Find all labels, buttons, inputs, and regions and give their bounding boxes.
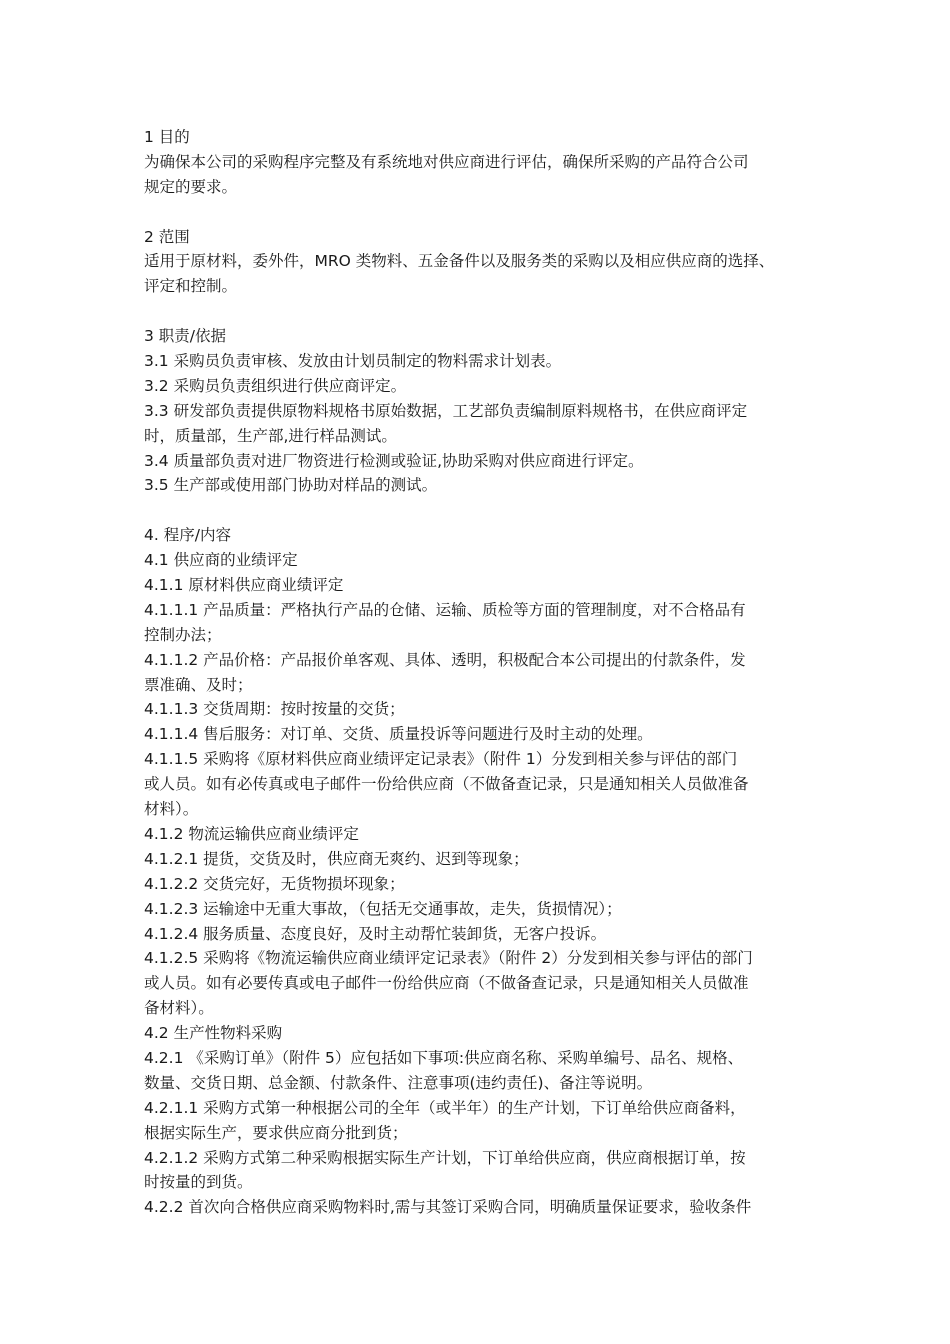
text-line: 4.1.2.5 采购将《物流运输供应商业绩评定记录表》（附件 2）分发到相关参与评估的部门	[144, 949, 753, 968]
text-line: 4.2 生产性物料采购	[144, 1024, 283, 1043]
text-line: 4.2.1.1 采购方式第一种根据公司的全年（或半年）的生产计划，下订单给供应商备料，	[144, 1098, 746, 1117]
text-line: 或人员。如有必传真或电子邮件一份给供应商（不做备查记录，只是通知相关人员做准备	[144, 775, 749, 794]
text-line: 4.1.1.4 售后服务：对订单、交货、质量投诉等问题进行及时主动的处理。	[144, 725, 653, 744]
text-line: 4.1.1.3 交货周期：按时按量的交货；	[144, 700, 405, 719]
text-line: 或人员。如有必要传真或电子邮件一份给供应商（不做备查记录，只是通知相关人员做准	[144, 974, 749, 993]
text-line: 3.2 采购员负责组织进行供应商评定。	[144, 376, 407, 395]
text-line: 规定的要求。	[144, 177, 238, 196]
text-line: 4.1.1 原材料供应商业绩评定	[144, 576, 344, 595]
text-line: 3.3 研发部负责提供原物料规格书原始数据，工艺部负责编制原料规格书，在供应商评定	[144, 401, 748, 420]
text-line: 根据实际生产，要求供应商分批到货；	[144, 1123, 408, 1142]
text-line: 时按量的到货。	[144, 1173, 253, 1192]
text-line: 4.1.1.1 产品质量：严格执行产品的仓储、运输、质检等方面的管理制度，对不合格品有	[144, 600, 746, 619]
blank-line	[144, 498, 824, 523]
text-line: 材料）。	[144, 800, 199, 819]
text-line: 3.1 采购员负责审核、发放由计划员制定的物料需求计划表。	[144, 352, 562, 371]
text-line: 3.4 质量部负责对进厂物资进行检测或验证,协助采购对供应商进行评定。	[144, 451, 644, 470]
text-line: 4.1.2.3 运输途中无重大事故，（包括无交通事故，走失，货损情况）；	[144, 899, 622, 918]
text-line: 评定和控制。	[144, 277, 238, 296]
text-line: 票准确、及时；	[144, 675, 253, 694]
text-line: 4.1.2 物流运输供应商业绩评定	[144, 824, 359, 843]
text-line: 4.2.1.2 采购方式第二种采购根据实际生产计划，下订单给供应商，供应商根据订单，按	[144, 1148, 746, 1167]
text-line: 4.1 供应商的业绩评定	[144, 551, 298, 570]
document-body	[144, 125, 824, 1220]
text-line: 适用于原材料，委外件，MRO 类物料、五金备件以及服务类的采购以及相应供应商的选择、	[144, 252, 775, 271]
text-line: 1 目的	[144, 128, 190, 146]
text-line: 控制办法；	[144, 625, 222, 644]
text-line: 3.5 生产部或使用部门协助对样品的测试。	[144, 476, 438, 495]
text-line: 4.1.1.2 产品价格：产品报价单客观、具体、透明，积极配合本公司提出的付款条件，发	[144, 650, 746, 669]
text-line: 数量、交货日期、总金额、付款条件、注意事项(违约责任)、备注等说明。	[144, 1073, 653, 1092]
text-line: 4.1.2.2 交货完好，无货物损坏现象；	[144, 874, 405, 893]
blank-line	[144, 299, 824, 324]
text-line: 4.2.2 首次向合格供应商采购物料时,需与其签订采购合同，明确质量保证要求，验收条件	[144, 1198, 752, 1217]
text-line: 4.1.1.5 采购将《原材料供应商业绩评定记录表》（附件 1）分发到相关参与评估的部门	[144, 750, 738, 769]
text-line: 4.2.1 《采购订单》（附件 5）应包括如下事项:供应商名称、采购单编号、品名、规格、	[144, 1048, 744, 1067]
blank-line	[144, 200, 824, 225]
text-line: 备材料）。	[144, 999, 214, 1018]
text-line: 3 职责/依据	[144, 327, 227, 346]
text-line: 为确保本公司的采购程序完整及有系统地对供应商进行评估，确保所采购的产品符合公司	[144, 152, 749, 171]
text-line: 时，质量部，生产部,进行样品测试。	[144, 426, 397, 445]
text-line: 2 范围	[144, 227, 190, 246]
text-line: 4.1.2.1 提货，交货及时，供应商无爽约、迟到等现象；	[144, 849, 529, 868]
text-line: 4. 程序/内容	[144, 526, 231, 545]
text-line: 4.1.2.4 服务质量、态度良好，及时主动帮忙装卸货，无客户投诉。	[144, 924, 607, 943]
